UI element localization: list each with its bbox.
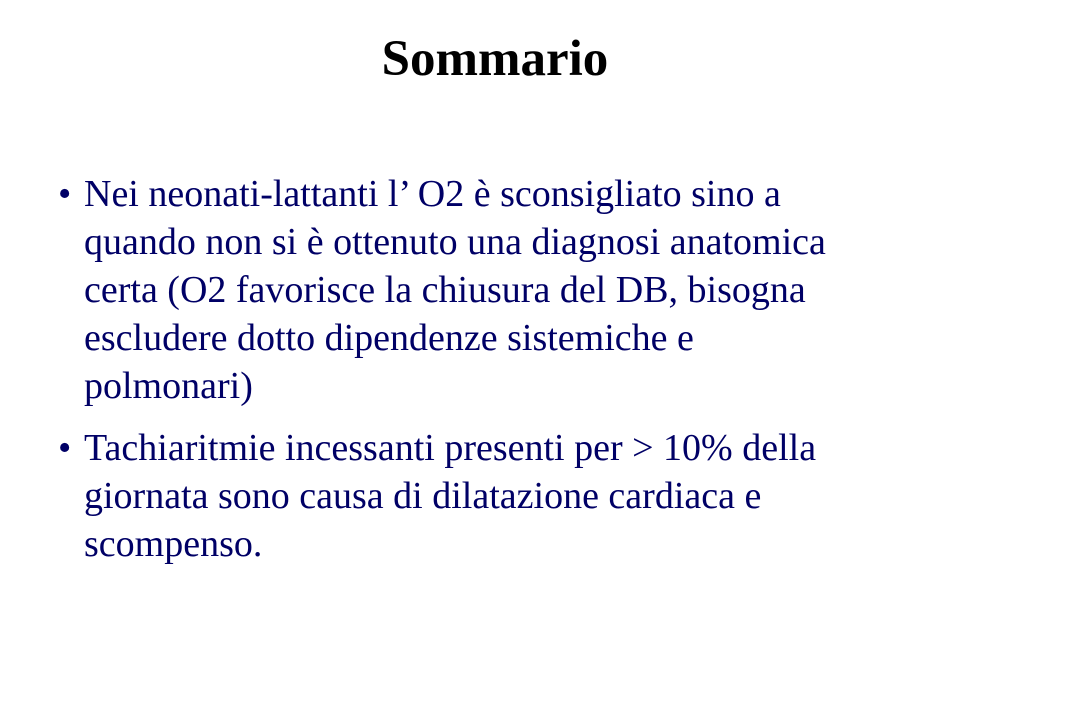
bullet-list [58,170,1018,582]
bullet-line: escludere dotto dipendenze sistemiche e [84,317,694,359]
bullet-line: giornata sono causa di dilatazione cardiaca e [84,475,762,517]
bullet-line: scompenso. [84,523,263,565]
slide-title: Sommario [381,31,609,87]
bullet-line: Tachiaritmie incessanti presenti per > 10% della [84,427,817,469]
bullet-icon: • [58,173,72,215]
bullet-icon: • [58,427,72,469]
bullet-line: quando non si è ottenuto una diagnosi anatomica [84,221,826,263]
bullet-line: polmonari) [84,365,253,407]
bullet-item-oxygen [58,170,1018,410]
bullet-item-tachyarrhythmia [58,424,1018,568]
bullet-line: certa (O2 favorisce la chiusura del DB, bisogna [84,269,806,311]
bullet-line: Nei neonati-lattanti l’ O2 è sconsigliato sino a [84,173,781,215]
